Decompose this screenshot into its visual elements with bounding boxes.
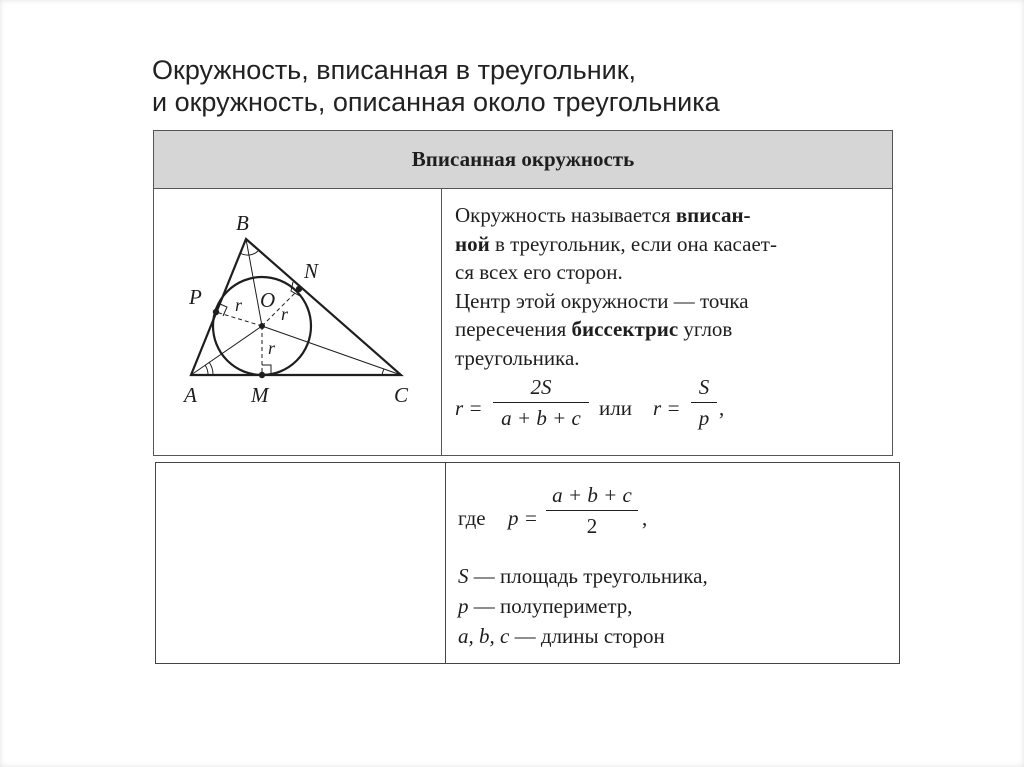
definition-line-2: [455, 230, 885, 259]
semiperimeter-comma: ,: [642, 506, 648, 530]
definition-text: [455, 201, 885, 372]
definition-line-4: Центр этой окружности — точка: [455, 288, 749, 313]
semiperimeter-line: [458, 593, 633, 619]
tangent-point-p: [213, 309, 219, 315]
formula-r-eq-2: r =: [653, 396, 681, 420]
fraction-1-numerator: 2S: [530, 375, 552, 399]
fraction-2-bar: [691, 402, 717, 403]
definition-text-5b: биссектрис: [571, 317, 679, 341]
radius-formula: [455, 375, 885, 445]
tangent-point-m: [259, 372, 265, 378]
slide-title-line-1: Окружность, вписанная в треугольник,: [152, 55, 637, 85]
formula-comma: ,: [719, 396, 725, 420]
inscribed-circle-diagram: [154, 189, 441, 455]
definition-text-2a: ной: [455, 231, 490, 256]
fraction-1-bar: [493, 402, 589, 403]
table-header: Вписанная окружность: [154, 131, 892, 189]
label-n: N: [304, 259, 319, 283]
formula-r-eq-1: r =: [455, 396, 483, 420]
area-text: — площадь треугольника,: [468, 564, 708, 588]
triangle-figure-cell: [154, 189, 441, 455]
label-o: O: [260, 288, 276, 312]
right-angle-mark-p: [220, 304, 227, 316]
fraction-3-numerator: a + b + c: [552, 483, 632, 507]
sides-line: [458, 623, 665, 649]
label-r-right: r: [281, 304, 289, 324]
notation-table: [155, 462, 900, 664]
definition-text-2b: в треугольник, если она касает-: [489, 231, 777, 256]
label-r-left: r: [235, 295, 243, 315]
incircle-table: [153, 130, 893, 456]
semiperimeter-var: p: [458, 594, 469, 618]
definition-line-3: ся всех его сторон.: [455, 260, 623, 284]
fraction-1-denominator: a + b + c: [501, 406, 581, 430]
definition-text-1b: вписан-: [675, 203, 751, 227]
semiperimeter-text: — полупериметр,: [468, 594, 633, 618]
column-divider-bottom: [445, 463, 446, 663]
definition-text-1a: Окружность называется: [455, 203, 676, 227]
slide-title-line-2: и окружность, описанная около треугольника: [152, 87, 720, 117]
semiperimeter-p-eq: p =: [508, 506, 538, 530]
definition-line-1: [455, 201, 885, 230]
fraction-3-bar: [546, 510, 638, 511]
definition-text-5c: углов: [678, 317, 733, 341]
label-r-down: r: [268, 338, 276, 358]
column-divider: [441, 189, 442, 455]
incenter-point: [259, 323, 265, 329]
fraction-3-denominator: 2: [586, 514, 598, 538]
area-line: [458, 563, 708, 589]
bisector-from-c: [262, 326, 401, 375]
angle-arc-a-2: [209, 362, 213, 375]
label-m: M: [251, 383, 269, 407]
formula-or: или: [599, 396, 632, 420]
area-var: S: [458, 564, 469, 588]
tangent-point-n: [296, 286, 302, 292]
sides-var: a, b, c: [458, 624, 510, 648]
fraction-semiperimeter: [546, 483, 638, 538]
label-b: B: [236, 211, 249, 235]
fraction-s-over-p: [691, 375, 717, 430]
label-c: C: [394, 383, 409, 407]
label-a: A: [184, 383, 197, 407]
definition-line-5: [455, 315, 885, 344]
definition-text-5a: пересечения: [455, 317, 572, 341]
where-word: где: [458, 506, 486, 530]
label-p: P: [189, 285, 202, 309]
definition-line-6: треугольника.: [455, 345, 580, 370]
slide-title: [152, 54, 720, 118]
fraction-2s-over-perimeter: [493, 375, 589, 430]
sides-text: — длины сторон: [509, 624, 665, 648]
fraction-2-numerator: S: [698, 375, 710, 399]
angle-arc-a-1: [205, 365, 208, 375]
fraction-2-denominator: p: [698, 406, 710, 430]
notation-text: [458, 463, 888, 663]
